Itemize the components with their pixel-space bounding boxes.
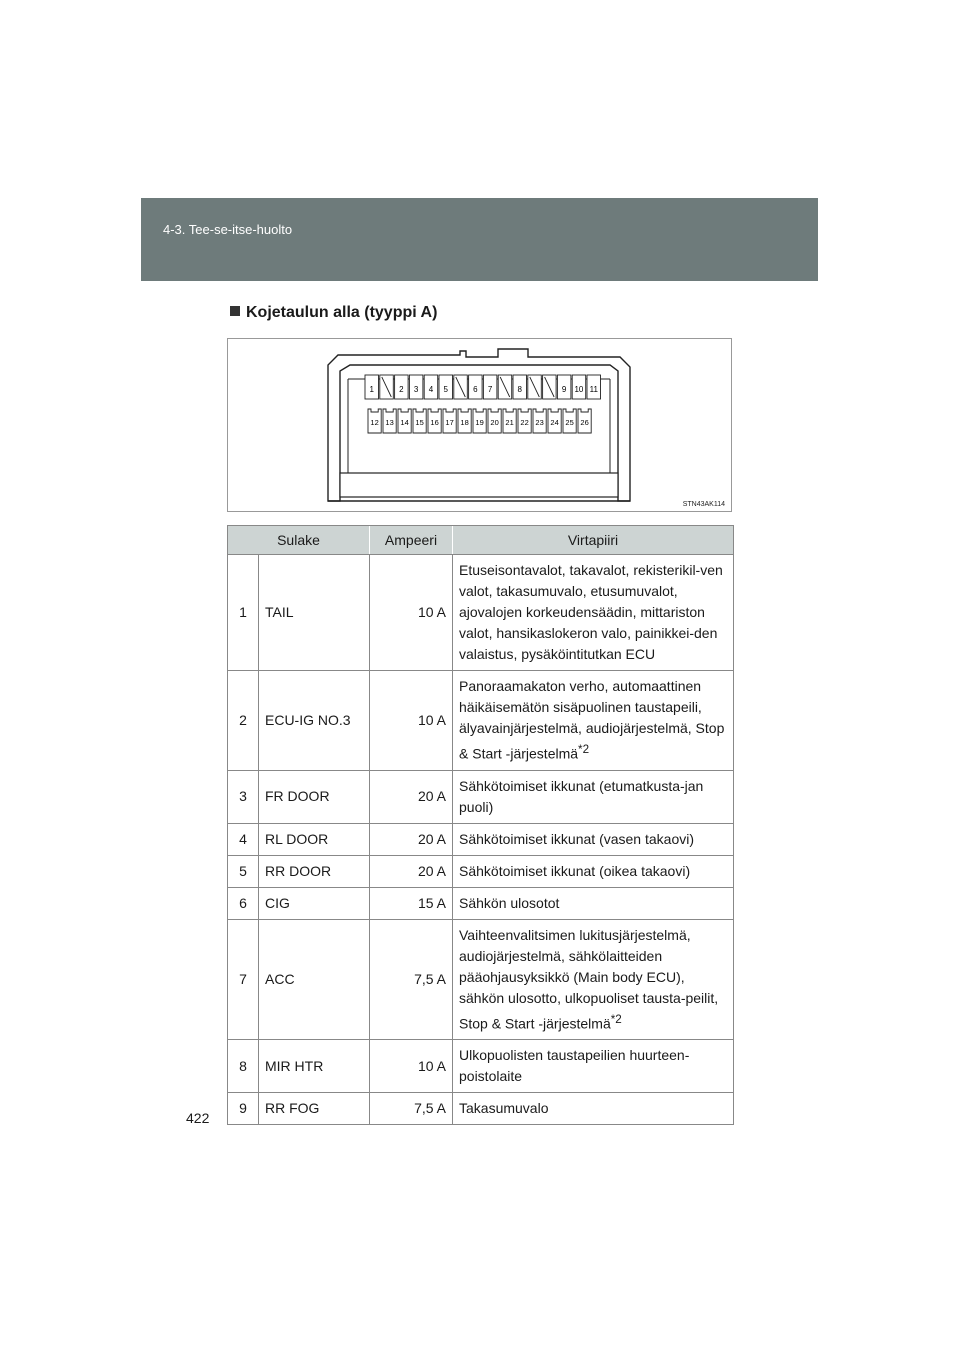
chapter-header-band (141, 198, 818, 281)
table-header-row (228, 526, 734, 555)
fuse-number: 9 (228, 1093, 259, 1125)
table-row (228, 770, 734, 823)
fuse-slot-label: 12 (370, 418, 379, 427)
fuse-slot-label: 16 (430, 418, 439, 427)
page-number: 422 (186, 1110, 210, 1126)
fuse-slot-label: 8 (517, 385, 522, 394)
table-row (228, 1093, 734, 1125)
fuse-number: 2 (228, 671, 259, 771)
fuse-circuit (453, 1040, 734, 1093)
fuse-slot-label: 14 (400, 418, 409, 427)
fuse-ampere: 10 A (370, 555, 453, 671)
fuse-number: 3 (228, 770, 259, 823)
table-row (228, 555, 734, 671)
fuse-slot-label: 4 (428, 385, 434, 394)
fuse-name: MIR HTR (259, 1040, 370, 1093)
fuse-ampere: 20 A (370, 823, 453, 855)
fuse-number: 4 (228, 823, 259, 855)
fuse-box-illustration (228, 339, 733, 513)
table-row (228, 855, 734, 887)
fuse-ampere: 15 A (370, 887, 453, 919)
fuse-slot-label: 17 (445, 418, 454, 427)
fuse-slot-label: 1 (369, 385, 374, 394)
fuse-circuit (453, 770, 734, 823)
circuit-text: Vaihteenvalitsimen lukitusjärjestelmä, audiojärjestelmä, sähkölaitteiden pääohjausyksikkö (Main body ECU), sähkön ulosotto, ulkopuoliset tausta-peilit, Stop & Start -järjestelmä (459, 926, 719, 1032)
fuse-circuit (453, 1093, 734, 1125)
fuse-ampere: 10 A (370, 1040, 453, 1093)
table-row (228, 823, 734, 855)
fuse-ampere: 20 A (370, 770, 453, 823)
fuse-ampere: 7,5 A (370, 919, 453, 1040)
section-heading-text: Kojetaulun alla (tyyppi A) (246, 304, 438, 321)
fuse-ampere: 7,5 A (370, 1093, 453, 1125)
fuse-slot-label: 22 (520, 418, 529, 427)
fuse-name: TAIL (259, 555, 370, 671)
circuit-text: Sähkötoimiset ikkunat (vasen takaovi) (459, 830, 694, 847)
fuse-number: 6 (228, 887, 259, 919)
fuse-circuit (453, 671, 734, 771)
fuse-slot-label: 20 (490, 418, 499, 427)
fuse-number: 8 (228, 1040, 259, 1093)
fuse-name: CIG (259, 887, 370, 919)
fuse-slot-label: 9 (561, 385, 567, 394)
fuse-slot-label: 11 (589, 385, 598, 394)
fuse-slot-label: 24 (550, 418, 559, 427)
fuse-circuit (453, 887, 734, 919)
fuse-table (227, 525, 734, 1125)
circuit-text: Ulkopuolisten taustapeilien huurteen-poistolaite (459, 1047, 690, 1085)
fuse-name: ECU-IG NO.3 (259, 671, 370, 771)
fuse-number: 1 (228, 555, 259, 671)
fuse-slot-label: 15 (415, 418, 424, 427)
fuse-number: 7 (228, 919, 259, 1040)
table-row (228, 919, 734, 1040)
fuse-slot-label: 3 (413, 385, 419, 394)
circuit-text: Sähkötoimiset ikkunat (oikea takaovi) (459, 862, 691, 879)
circuit-text: Panoraamakaton verho, automaattinen häikäisemätön sisäpuolinen taustapeili, älyavainjärjestelmä, audiojärjestelmä, Stop & Start -järjestelmä (459, 678, 725, 762)
fuse-name: RL DOOR (259, 823, 370, 855)
breadcrumb: 4-3. Tee-se-itse-huolto (163, 222, 293, 237)
fuse-name: RR DOOR (259, 855, 370, 887)
circuit-text: Takasumuvalo (459, 1100, 549, 1117)
diagram-code: STN43AK114 (682, 501, 725, 508)
fuse-slot-label: 6 (473, 385, 478, 394)
fuse-slot-label: 2 (399, 385, 404, 394)
footnote-marker: *2 (578, 743, 590, 756)
circuit-text: Sähkön ulosotot (459, 894, 560, 911)
fuse-circuit (453, 919, 734, 1040)
fuse-slot-label: 19 (475, 418, 484, 427)
fuse-ampere: 10 A (370, 671, 453, 771)
section-heading (230, 304, 437, 322)
fuse-ampere: 20 A (370, 855, 453, 887)
header-ampere: Ampeeri (370, 526, 453, 555)
fuse-circuit (453, 823, 734, 855)
fuse-circuit (453, 855, 734, 887)
fuse-slot-label: 23 (535, 418, 544, 427)
circuit-text: Etuseisontavalot, takavalot, rekisterikil-ven valot, takasumuvalo, etusumuvalot, ajovalojen korkeudensäädin, mittariston valot, hansikaslokeron valo, painikkei-den valaistus, pysäköintitutkan ECU (459, 562, 723, 662)
circuit-text: Sähkötoimiset ikkunat (etumatkusta-jan puoli) (459, 777, 704, 815)
fuse-number: 5 (228, 855, 259, 887)
fuse-name: FR DOOR (259, 770, 370, 823)
fuse-box-diagram (227, 338, 732, 512)
fuse-slot-label: 25 (565, 418, 574, 427)
fuse-name: RR FOG (259, 1093, 370, 1125)
fuse-circuit (453, 555, 734, 671)
footnote-marker: *2 (610, 1012, 622, 1026)
fuse-slot-label: 26 (580, 418, 589, 427)
fuse-slot-label: 18 (460, 418, 469, 427)
fuse-slot-label: 7 (487, 385, 493, 394)
table-row (228, 671, 734, 771)
fuse-slot-label: 10 (574, 385, 584, 394)
fuse-slot-label: 5 (443, 385, 448, 394)
header-fuse: Sulake (228, 526, 370, 555)
table-row (228, 1040, 734, 1093)
fuse-slot-label: 21 (505, 418, 514, 427)
header-circuit: Virtapiiri (453, 526, 734, 555)
square-bullet-icon (230, 306, 240, 316)
fuse-name: ACC (259, 919, 370, 1040)
table-row (228, 887, 734, 919)
fuse-slot-label: 13 (385, 418, 394, 427)
